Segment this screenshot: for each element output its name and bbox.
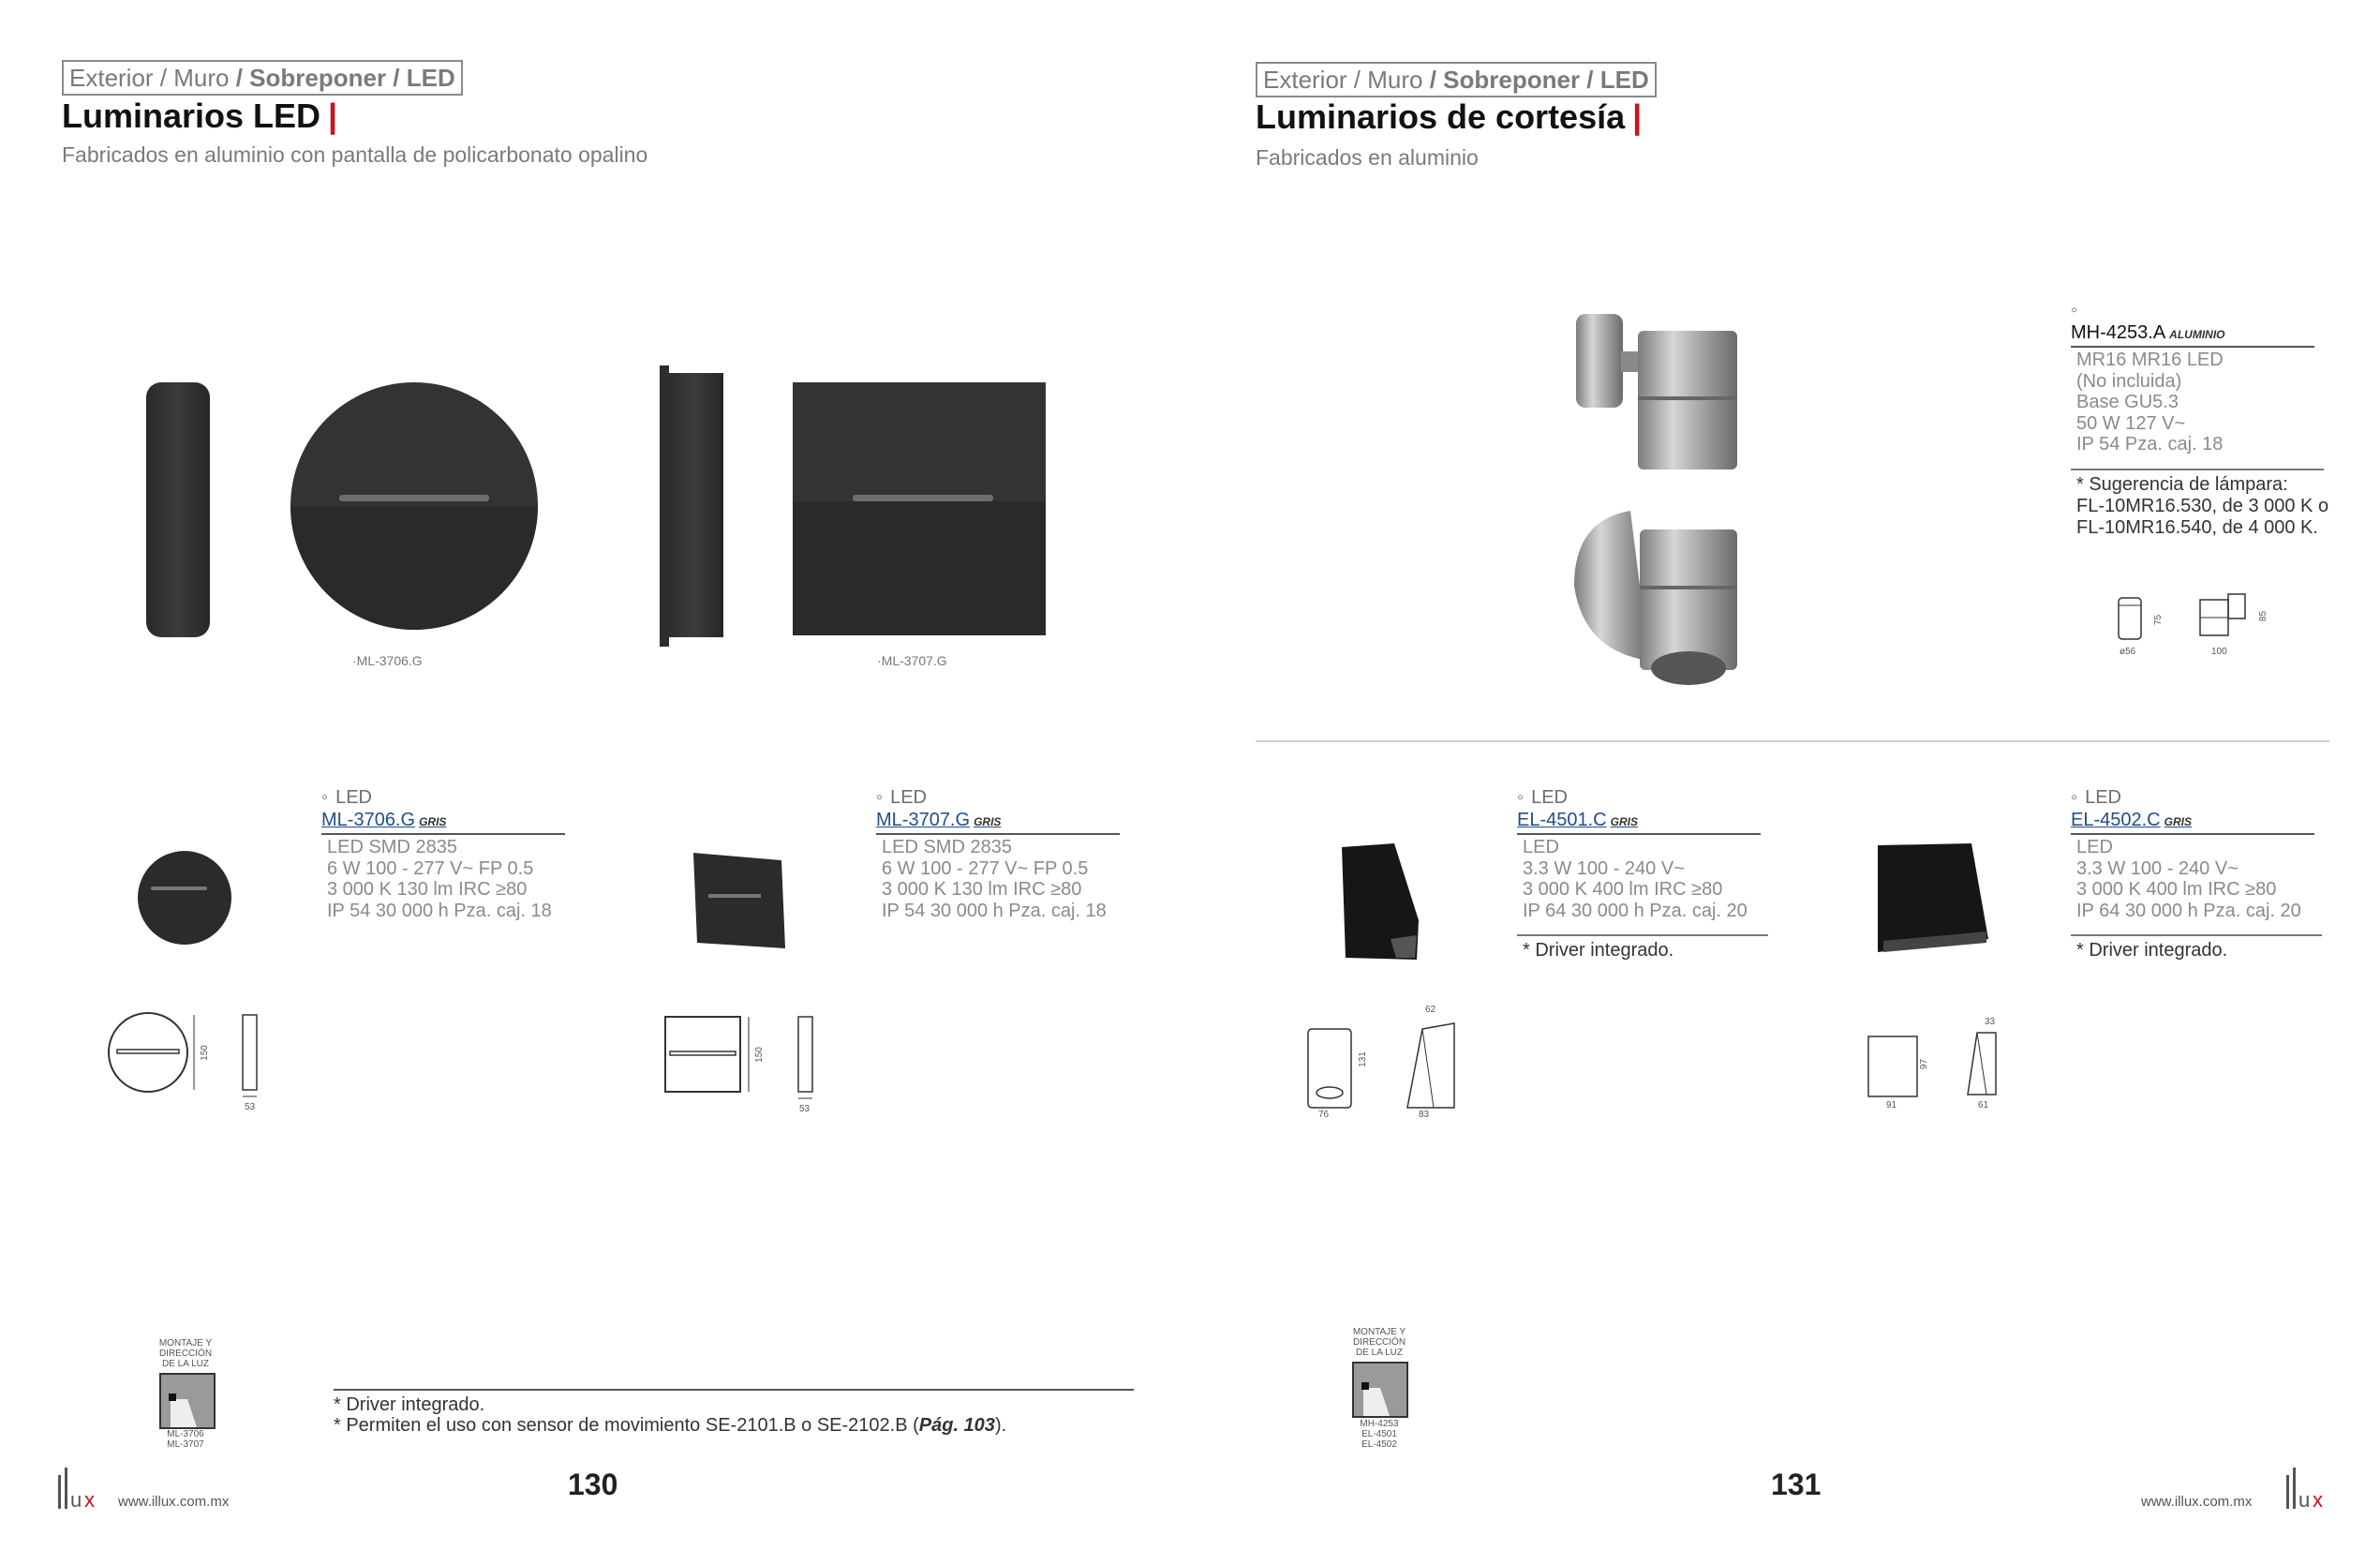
bulb-icon: ◦ — [321, 786, 329, 808]
ml-3706-side-view — [146, 382, 210, 637]
page-subtitle: Fabricados en aluminio con pantalla de policarbonato opalino — [62, 142, 648, 167]
illux-logo — [58, 1466, 103, 1511]
svg-text:x: x — [2313, 1488, 2323, 1511]
spec-ml-3706: ◦ LED ML-3706.G GRIS LED SMD 2835 6 W 100 - 277 V~ FP 0.5 3 000 K 130 lm IRC ≥80 IP 54 30 000 h Pza. caj. 18 — [321, 785, 565, 921]
spec-ml-3707: ◦ LED ML-3707.G GRIS LED SMD 2835 6 W 100 - 277 V~ FP 0.5 3 000 K 130 lm IRC ≥80 IP 54 30 000 h Pza. caj. 18 — [876, 785, 1120, 921]
bulb-icon: ◦ — [876, 786, 884, 808]
website-link[interactable]: www.illux.com.mx — [118, 1494, 230, 1510]
footnote-divider — [334, 1389, 1134, 1391]
page-title: Luminarios LED | — [62, 97, 338, 135]
ml-3706-dimension-drawing — [108, 1012, 276, 1115]
dimension-depth: 53 — [799, 1104, 811, 1114]
dimension-depth: 53 — [245, 1102, 256, 1112]
dimension: 62 — [1425, 1005, 1436, 1015]
dimension-height: 150 — [753, 1047, 765, 1063]
mounting-models: ML-3706 ML-3707 — [167, 1429, 204, 1450]
footnote: * Driver integrado. * Permiten el uso con sensor de movimiento SE-2101.B o SE-2102.B (Pág. 103). — [334, 1394, 1007, 1436]
mounting-models: MH-4253 EL-4501 EL-4502 — [1360, 1419, 1399, 1450]
product-code: MH-4253.A ALUMINIO — [2071, 322, 2314, 348]
photo-caption: ·ML-3706.G — [352, 653, 423, 668]
illux-logo — [2286, 1466, 2331, 1511]
bulb-icon: ◦ — [1517, 786, 1525, 808]
website-link[interactable]: www.illux.com.mx — [2141, 1494, 2253, 1510]
bulb-icon: ◦ — [2071, 299, 2078, 320]
dimension: 131 — [1357, 1051, 1368, 1067]
page-number: 131 — [1771, 1468, 1822, 1501]
ml-3707-dimension-drawing — [662, 1014, 831, 1117]
spec-mh-4253: ◦ MH-4253.A ALUMINIO MR16 MR16 LED (No incluida) Base GU5.3 50 W 127 V~ IP 54 Pza. caj. 18 * Sugerencia de lámpara: FL-10MR16.530, de 3 000 K o FL-10MR16.540, de 4 000 K. — [2071, 299, 2329, 538]
svg-text:u: u — [2298, 1488, 2311, 1511]
dimension: 33 — [1985, 1017, 1996, 1027]
product-photo-ml-3706-3707 — [131, 365, 1068, 675]
product-code: EL-4502.C GRIS — [2071, 810, 2314, 835]
dimension: 76 — [1318, 1110, 1330, 1120]
page-number: 130 — [568, 1468, 618, 1501]
page-subtitle: Fabricados en aluminio — [1256, 145, 1479, 170]
el-4501-thumbnail — [1334, 842, 1419, 963]
ml-3707-side-view — [665, 373, 723, 637]
svg-text:u: u — [70, 1488, 82, 1511]
bulb-icon: ◦ — [2071, 786, 2078, 808]
dimension: 61 — [1978, 1100, 1989, 1110]
el-4502-thumbnail — [1870, 842, 1992, 956]
dimension: 91 — [1886, 1100, 1897, 1110]
mh-4253-photo — [1565, 305, 1752, 698]
dimension: 97 — [1919, 1058, 1930, 1070]
breadcrumb: Exterior / Muro / Sobreponer / LED — [1256, 62, 1657, 97]
spec-el-4501: ◦ LED EL-4501.C GRIS LED 3.3 W 100 - 240 V~ 3 000 K 400 lm IRC ≥80 IP 64 30 000 h Pza. caj. 20 * Driver integrado. — [1517, 785, 1768, 961]
ml-3707-thumbnail — [688, 849, 791, 952]
dimension: 100 — [2211, 647, 2227, 657]
section-divider — [1256, 740, 2329, 742]
product-code: ML-3706.G GRIS — [321, 810, 565, 835]
dimension: 85 — [2258, 610, 2269, 622]
product-code: EL-4501.C GRIS — [1517, 810, 1761, 835]
page-title: Luminarios de cortesía | — [1256, 97, 1643, 136]
ml-3706-thumbnail — [136, 849, 234, 947]
dimension-height: 150 — [199, 1045, 210, 1061]
el-4501-dimension-drawing — [1302, 1021, 1462, 1115]
el-4502-dimension-drawing — [1865, 1029, 2005, 1104]
svg-text:x: x — [84, 1488, 95, 1511]
dimension: 83 — [1419, 1110, 1430, 1120]
mounting-direction-icon — [159, 1373, 216, 1429]
mounting-direction-icon — [1352, 1362, 1408, 1418]
spec-el-4502: ◦ LED EL-4502.C GRIS LED 3.3 W 100 - 240 V~ 3 000 K 400 lm IRC ≥80 IP 64 30 000 h Pza. caj. 20 * Driver integrado. — [2071, 785, 2322, 961]
photo-caption: ·ML-3707.G — [877, 653, 947, 668]
mounting-label: MONTAJE Y DIRECCIÓN DE LA LUZ — [158, 1338, 213, 1369]
mounting-label: MONTAJE Y DIRECCIÓN DE LA LUZ — [1352, 1327, 1406, 1358]
product-code: ML-3707.G GRIS — [876, 810, 1120, 835]
dimension: ø56 — [2120, 647, 2136, 657]
dimension: 75 — [2153, 614, 2164, 626]
breadcrumb: Exterior / Muro / Sobreponer / LED — [62, 60, 463, 96]
